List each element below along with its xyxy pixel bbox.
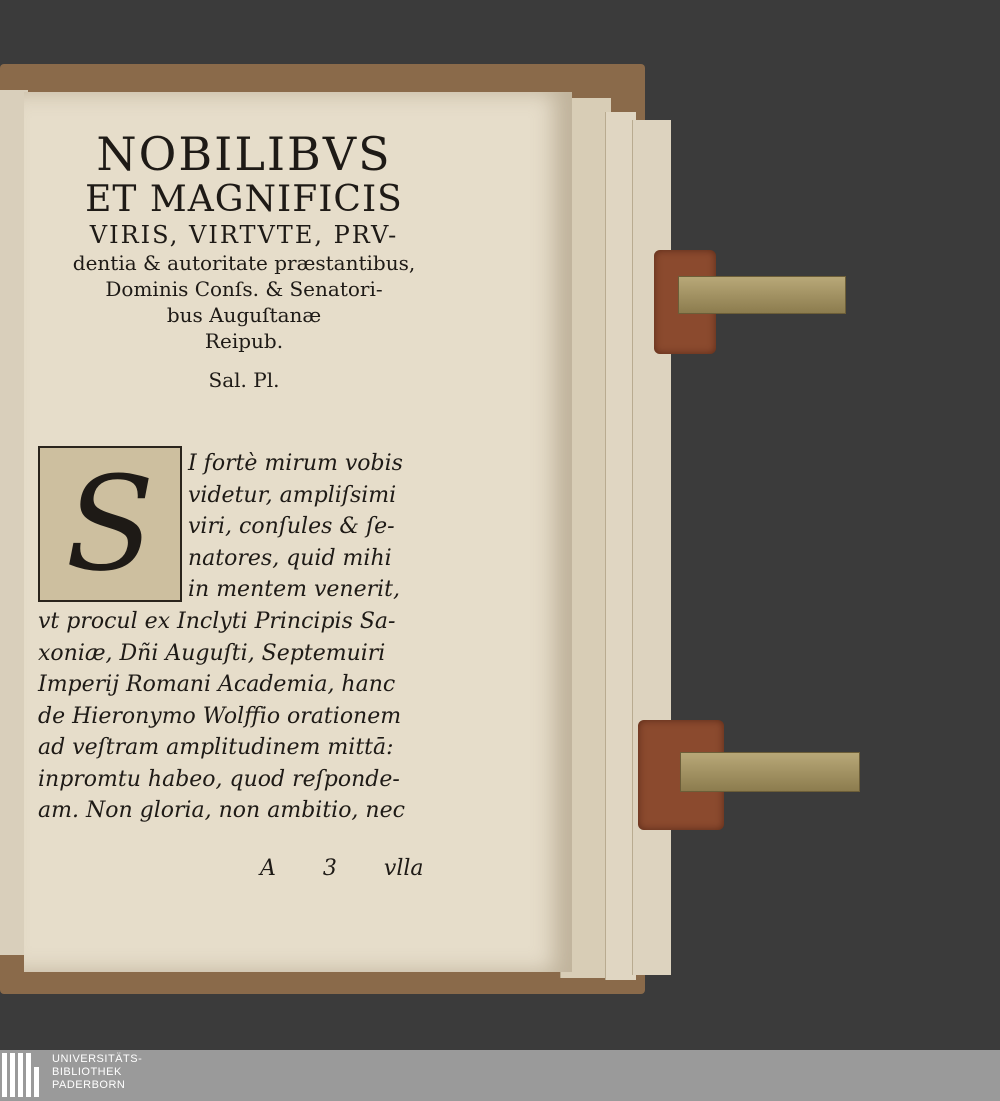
title-line-3: VIRIS, VIRTVTE, PRV- <box>89 221 399 249</box>
text-line: in mentem venerit, <box>188 577 400 602</box>
title-line-2: ET MAGNIFICIS <box>85 179 403 220</box>
page-text <box>38 127 450 881</box>
dedication-line: Reipub. <box>204 329 284 353</box>
dedication-line: bus Auguſtanæ <box>166 303 322 327</box>
salutation: Sal. Pl. <box>208 368 280 392</box>
text-line: Imperij Romani Academia, hanc <box>38 672 396 697</box>
body-text <box>38 606 450 827</box>
library-logo-icon <box>2 1053 46 1097</box>
drop-cap-text <box>188 448 450 606</box>
dedication-line: dentia & autoritate præstantibus, <box>72 251 416 275</box>
text-line: viri, conſules & ſe- <box>188 514 395 539</box>
text-line: inpromtu habeo, quod reſponde- <box>38 766 400 792</box>
text-line: I fortè mirum vobis <box>188 451 403 476</box>
drop-cap-letter: S <box>65 448 155 600</box>
footer-bar <box>0 1050 1000 1101</box>
text-line: de Hieronymo Wolffio orationem <box>38 703 402 729</box>
catchword: vlla <box>383 856 424 881</box>
drop-cap-initial <box>38 446 182 602</box>
clasp-metal-top <box>678 276 846 314</box>
text-line: am. Non gloria, non ambitio, nec <box>38 798 405 823</box>
text-line: natores, quid mihi <box>188 545 392 571</box>
logo-line: PADERBORN <box>52 1079 126 1091</box>
library-logo-text <box>52 1053 142 1092</box>
text-line: vt procul ex Inclyti Principis Sa- <box>38 609 396 634</box>
clasp-metal-bottom <box>680 752 860 792</box>
logo-line: BIBLIOTHEK <box>52 1066 122 1078</box>
signature-line <box>260 856 424 881</box>
text-line: xoniæ, Dñi Auguſti, Septemuiri <box>38 640 386 666</box>
text-line: ad veſtram amplitudinem mittā: <box>38 735 394 760</box>
logo-line: UNIVERSITÄTS- <box>52 1053 143 1065</box>
signature-mark: A 3 <box>260 856 337 881</box>
title-line-1: NOBILIBVS <box>96 127 392 181</box>
text-line: videtur, ampliſsimi <box>188 482 397 508</box>
page-stack <box>632 120 671 975</box>
dedication-line: Dominis Conſs. & Senatori- <box>105 277 383 301</box>
